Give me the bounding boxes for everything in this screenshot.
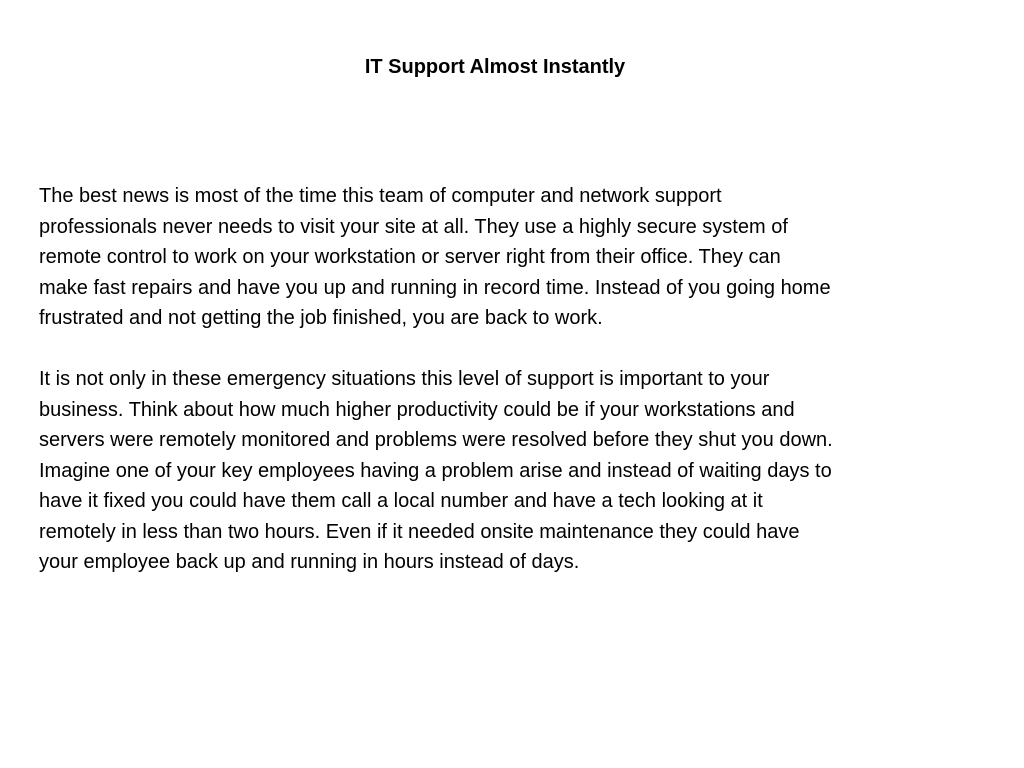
body-paragraph-1	[39, 181, 989, 334]
paragraph-line: remotely in less than two hours. Even if it needed onsite maintenance they could have	[39, 520, 800, 543]
paragraph-line: make fast repairs and have you up and running in record time. Instead of you going home	[39, 276, 831, 299]
paragraph-line: business. Think about how much higher productivity could be if your workstations and	[39, 398, 795, 421]
paragraph-line: It is not only in these emergency situations this level of support is important to your	[39, 368, 770, 390]
paragraph-line: have it fixed you could have them call a local number and have a tech looking at it	[39, 490, 763, 512]
paragraph-line: remote control to work on your workstation or server right from their office. They can	[39, 246, 781, 268]
body-paragraph-2	[39, 364, 989, 578]
slide-body	[39, 181, 989, 608]
paragraph-line: professionals never needs to visit your site at all. They use a highly secure system of	[39, 215, 788, 238]
paragraph-line: frustrated and not getting the job finished, you are back to work.	[39, 307, 603, 329]
slide-title: IT Support Almost Instantly	[364, 56, 626, 78]
paragraph-line: your employee back up and running in hours instead of days.	[39, 551, 580, 573]
paragraph-line: servers were remotely monitored and problems were resolved before they shut you down.	[39, 429, 833, 451]
paragraph-line: The best news is most of the time this team of computer and network support	[39, 185, 722, 207]
paragraph-line: Imagine one of your key employees having a problem arise and instead of waiting days to	[39, 459, 832, 482]
